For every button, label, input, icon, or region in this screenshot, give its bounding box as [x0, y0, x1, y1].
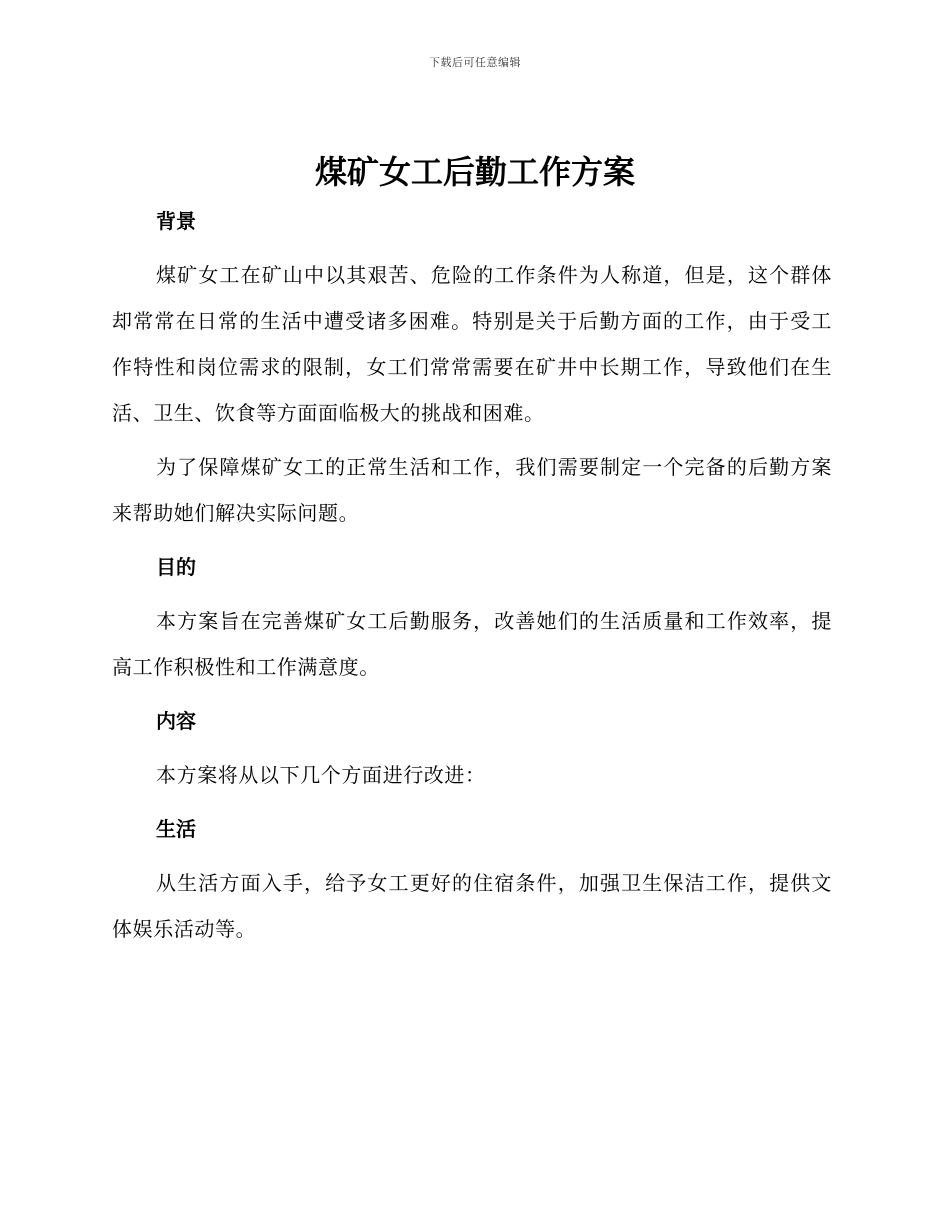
document-body: [112, 198, 832, 960]
header-note: 下载后可任意编辑: [429, 56, 521, 69]
paragraph-background-1: 煤矿女工在矿山中以其艰苦、危险的工作条件为人称道，但是，这个群体却常常在日常的生活中遭受诸多困难。特别是关于后勤方面的工作，由于受工作特性和岗位需求的限制，女工们常常需要在矿井中长期工作，导致他们在生活、卫生、饮食等方面面临极大的挑战和困难。: [112, 263, 832, 425]
section-heading-life: 生活: [156, 817, 196, 841]
paragraph-background-2: 为了保障煤矿女工的正常生活和工作，我们需要制定一个完备的后勤方案来帮助她们解决实际问题。: [112, 455, 832, 525]
section-heading-purpose: 目的: [156, 555, 196, 579]
document-title: 煤矿女工后勤工作方案: [314, 153, 635, 191]
paragraph-life-1: 从生活方面入手，给予女工更好的住宿条件，加强卫生保洁工作，提供文体娱乐活动等。: [112, 871, 832, 941]
section-heading-background: 背景: [156, 209, 196, 233]
paragraph-purpose-1: 本方案旨在完善煤矿女工后勤服务，改善她们的生活质量和工作效率，提高工作积极性和工作满意度。: [112, 609, 832, 679]
section-heading-content: 内容: [156, 709, 196, 733]
paragraph-content-1: 本方案将从以下几个方面进行改进：: [156, 763, 486, 787]
